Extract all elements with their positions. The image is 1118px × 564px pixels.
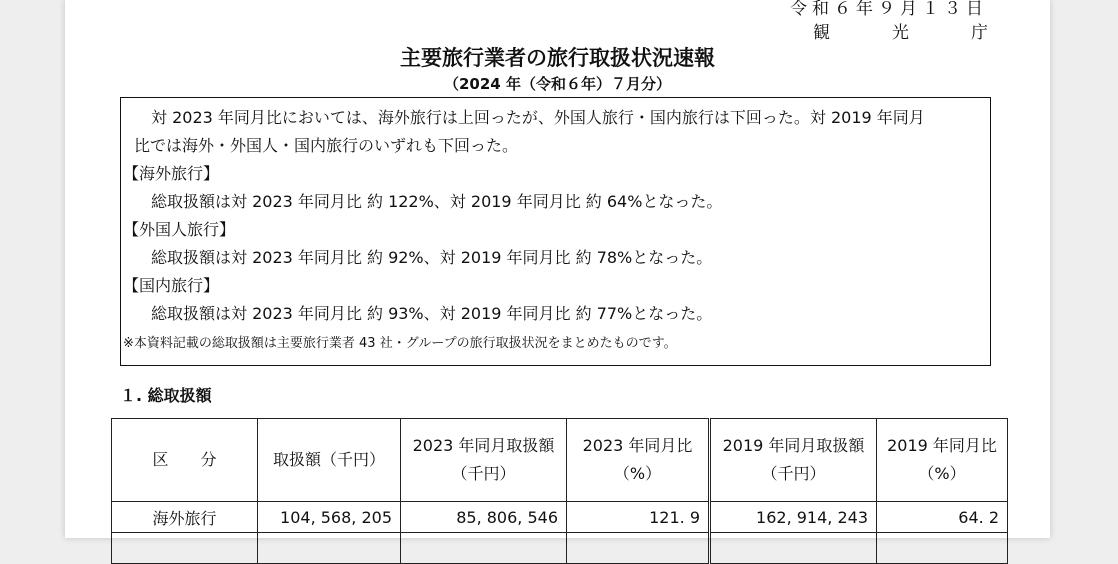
section-heading-overseas: 【海外旅行】 (123, 164, 220, 183)
agency-char: 観 (813, 23, 830, 43)
header-2019-ratio: 2019 年同月比 （%） (877, 419, 1008, 502)
summary-intro-line: 比では海外・外国人・国内旅行のいずれも下回った。 (134, 136, 519, 155)
section-text-domestic: 総取扱額は対 2023 年同月比 約 93%、対 2019 年同月比 約 77%となった。 (151, 304, 713, 323)
header-2023-ratio: 2023 年同月比 （%） (567, 419, 710, 502)
total-amount-table (111, 418, 1008, 564)
row-amount: 104, 568, 205 (258, 502, 401, 533)
row-2019-ratio: 64. 2 (877, 502, 1008, 533)
section-text-overseas: 総取扱額は対 2023 年同月比 約 122%、対 2019 年同月比 約 64%となった。 (151, 192, 723, 211)
report-date: 令和６年９月１３日 (790, 0, 988, 19)
header-category: 区 分 (112, 419, 258, 502)
header-amount: 取扱額（千円） (258, 419, 401, 502)
row-2023-ratio: 121. 9 (567, 502, 710, 533)
row-2023-amount: 85, 806, 546 (401, 502, 567, 533)
page-subtitle: （2024 年（令和６年）７月分） (444, 75, 671, 93)
section-heading-inbound: 【外国人旅行】 (123, 220, 236, 239)
agency-char: 光 (892, 23, 909, 43)
summary-intro-line: 対 2023 年同月比においては、海外旅行は上回ったが、外国人旅行・国内旅行は下回った。対 2019 年同月 (151, 108, 925, 127)
header-2023-amount: 2023 年同月取扱額 （千円） (401, 419, 567, 502)
section-heading-domestic: 【国内旅行】 (123, 276, 220, 295)
summary-box (120, 97, 991, 366)
row-2019-amount: 162, 914, 243 (710, 502, 877, 533)
summary-note: ※本資料記載の総取扱額は主要旅行業者 43 社・グループの旅行取扱状況をまとめたものです。 (123, 336, 677, 351)
table-header-row (112, 419, 1008, 502)
agency-name (813, 18, 988, 43)
section-title: １. 総取扱額 (120, 386, 212, 405)
table-row (112, 502, 1008, 533)
header-2019-amount: 2019 年同月取扱額 （千円） (710, 419, 877, 502)
agency-char: 庁 (971, 23, 988, 43)
table-row-partial (112, 533, 1008, 564)
document-page (65, 0, 1050, 538)
row-category: 海外旅行 (112, 502, 258, 533)
section-text-inbound: 総取扱額は対 2023 年同月比 約 92%、対 2019 年同月比 約 78%となった。 (151, 248, 713, 267)
page-title: 主要旅行業者の旅行取扱状況速報 (400, 46, 715, 70)
